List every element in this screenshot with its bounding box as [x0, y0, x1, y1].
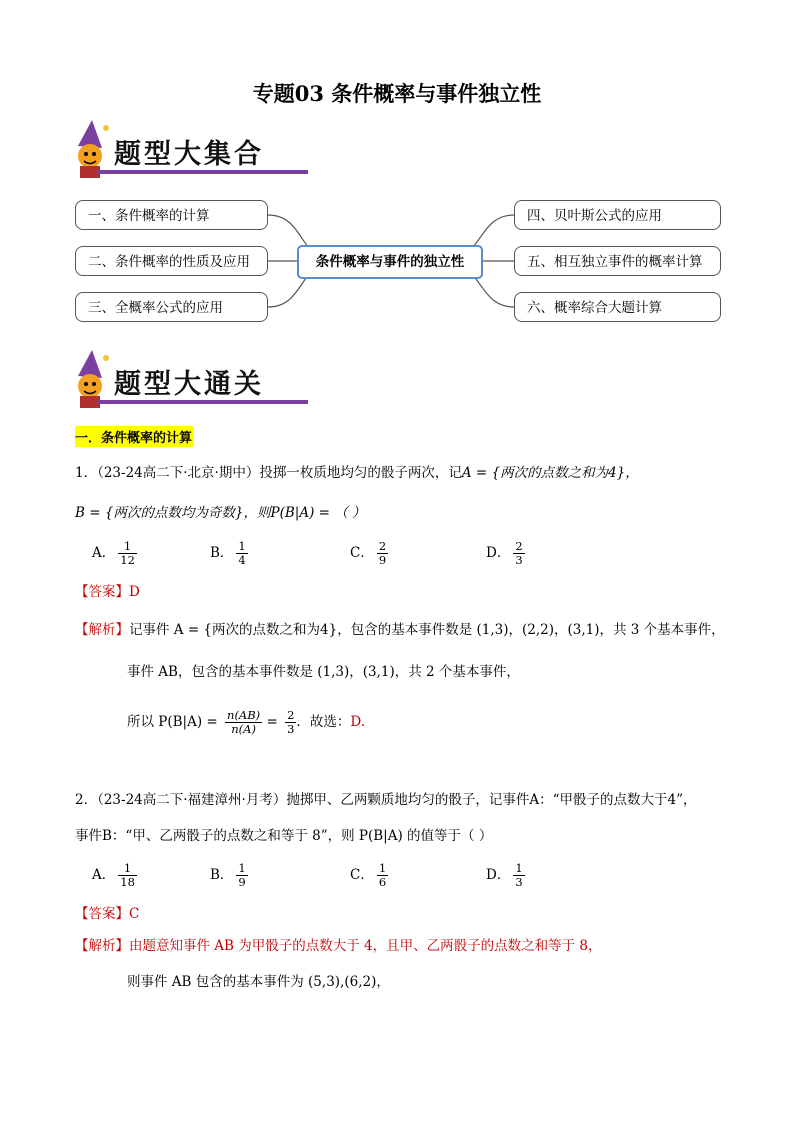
mindmap-node-left-2: 二、条件概率的性质及应用 — [75, 246, 268, 276]
option-fraction: $\frac{2}{9}$ — [378, 539, 387, 567]
q1-analysis-line1 — [75, 620, 725, 640]
q1-option-c[interactable] — [350, 540, 388, 567]
analysis-equals: = — [266, 714, 278, 730]
q1-set-a: A = {两次的点数之和为4}， — [461, 465, 639, 481]
option-label: C． — [350, 867, 374, 883]
option-label: A． — [92, 867, 116, 883]
q1-stem-line1 — [75, 463, 639, 483]
answer-value: D — [129, 584, 140, 600]
q1-answer — [75, 582, 140, 602]
option-label: C． — [350, 545, 374, 561]
mindmap-node-right-3: 六、概率综合大题计算 — [514, 292, 721, 322]
option-label: D． — [486, 545, 511, 561]
q2-analysis-line2: 则事件 AB 包含的基本事件为 (5,3),(6,2)， — [127, 974, 390, 990]
mindmap-node-left-3: 三、全概率公式的应用 — [75, 292, 268, 322]
q2-stem-line2: 事件B：“甲、乙两骰子的点数之和等于 8”，则 P(B|A) 的值等于（ ） — [75, 828, 493, 844]
page-title: 专题03 条件概率与事件独立性 — [252, 81, 542, 106]
option-fraction: $\frac{1}{3}$ — [515, 861, 523, 889]
q2-stem-line1: 2．（23-24高二下·福建漳州·月考）抛掷甲、乙两颗质地均匀的骰子，记事件A：“甲骰子的点数大于4”， — [75, 792, 697, 808]
option-label: B． — [210, 867, 234, 883]
q1-set-b: B = {两次的点数均为奇数}，则 — [75, 505, 271, 521]
option-label: A． — [92, 545, 116, 561]
q1-analysis-line2: 事件 AB，包含的基本事件数是 (1,3)，(3,1)，共 2 个基本事件， — [127, 664, 520, 680]
mindmap-center-node: 条件概率与事件的独立性 — [297, 245, 483, 279]
option-fraction: $\frac{1}{12}$ — [120, 539, 135, 567]
q2-option-a[interactable] — [92, 862, 137, 889]
option-label: D． — [486, 867, 511, 883]
q2-option-c[interactable] — [350, 862, 388, 889]
option-fraction: $\frac{1}{6}$ — [378, 861, 387, 889]
analysis-text: 由题意知事件 AB 为甲骰子的点数大于 4，且甲、乙两骰子的点数之和等于 8， — [129, 938, 602, 954]
mindmap-node-left-1: 一、条件概率的计算 — [75, 200, 268, 230]
q1-expression: P(B|A) = （ ） — [270, 505, 366, 521]
banner-underline — [98, 400, 308, 404]
answer-value: C — [129, 906, 140, 922]
q2-option-b[interactable] — [210, 862, 248, 889]
option-fraction: $\frac{1}{9}$ — [238, 861, 246, 889]
analysis-choice: D. — [350, 714, 366, 730]
q1-option-d[interactable] — [486, 540, 525, 567]
section-heading: 一．条件概率的计算 — [75, 426, 194, 447]
banner-title: 题型大集合 — [114, 139, 264, 170]
option-fraction: $\frac{1}{18}$ — [120, 861, 135, 889]
q1-option-a[interactable] — [92, 540, 137, 567]
option-fraction: $\frac{2}{3}$ — [515, 539, 523, 567]
analysis-text: ．故选： — [296, 714, 351, 730]
analysis-fraction: $\frac{2}{3}$ — [287, 708, 295, 736]
section-banner-practice — [68, 348, 308, 412]
analysis-text: 所以 P(B|A) = — [127, 714, 218, 730]
analysis-fraction: $\frac{n(AB)}{n(A)}$ — [227, 708, 261, 736]
q1-option-b[interactable] — [210, 540, 248, 567]
answer-tag: 【答案】 — [75, 584, 129, 600]
analysis-tag: 【解析】 — [75, 938, 129, 954]
option-label: B． — [210, 545, 234, 561]
answer-tag: 【答案】 — [75, 906, 129, 922]
q2-analysis-line1 — [75, 936, 602, 956]
q2-option-d[interactable] — [486, 862, 525, 889]
q1-stem-text: 1．（23-24高二下·北京·期中）投掷一枚质地均匀的骰子两次，记 — [75, 465, 462, 481]
q2-answer — [75, 904, 139, 924]
analysis-tag: 【解析】 — [75, 622, 129, 638]
option-fraction: $\frac{1}{4}$ — [238, 539, 246, 567]
banner-title: 题型大通关 — [114, 369, 264, 400]
mindmap-connectors — [0, 0, 794, 340]
analysis-text: 记事件 A = {两次的点数之和为4}，包含的基本事件数是 (1,3)，(2,2)，(3,1)，共 3 个基本事件， — [129, 622, 725, 638]
mindmap-node-right-1: 四、贝叶斯公式的应用 — [514, 200, 721, 230]
q1-stem-line2 — [75, 503, 366, 523]
q1-analysis-line3 — [127, 702, 365, 742]
mindmap-node-right-2: 五、相互独立事件的概率计算 — [514, 246, 721, 276]
